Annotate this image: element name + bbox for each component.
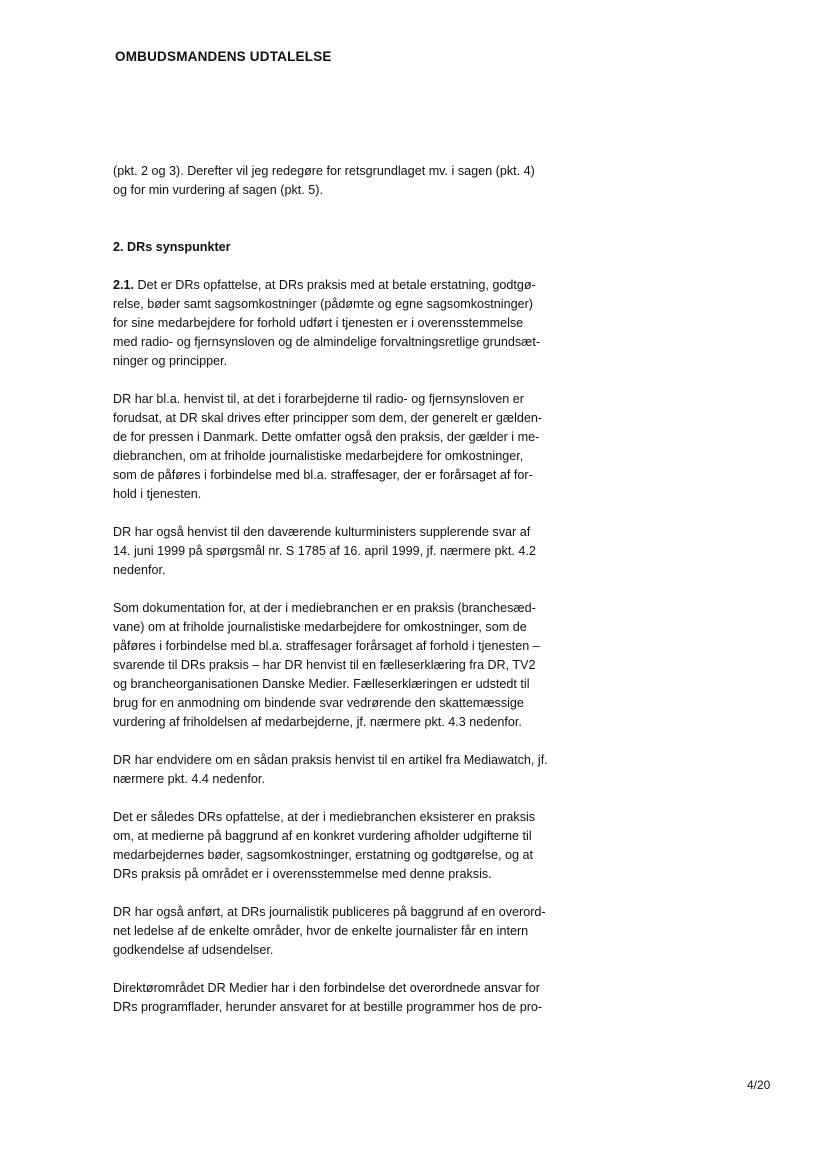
paragraph-2-1-text: Det er DRs opfattelse, at DRs praksis med at betale erstatning, godtgø- relse, bøder samt sagsomkostninger (pådømte og egne sagsomkostninger) for sine medarbejdere for forhold udført i tjenesten er i overensstemmelse med radio- og fjernsynsloven og de almindelige forvaltningsretlige grundsæt- ninger og principper. bbox=[113, 278, 541, 368]
paragraph-2-1 bbox=[113, 276, 575, 371]
paragraph-body: DR har også anført, at DRs journalistik publiceres på baggrund af en overord- net ledelse af de enkelte områder, hvor de enkelte journalister får en intern godkendelse af udsendelser. bbox=[113, 905, 546, 957]
paragraph-body: Som dokumentation for, at der i mediebranchen er en praksis (branchesæd- vane) om at friholde journalistiske medarbejdere for omkostninger, som de påføres i forbindelse med bl.a. straffesager forårsaget af forhold i tjenesten – svarende til DRs praksis – har DR henvist til en fælleserklæring fra DR, TV2 og brancheorganisationen Danske Medier. Fælleserklæringen er udstedt til brug for en anmodning om bindende svar vedrørende den skattemæssige vurdering af friholdelsen af medarbejderne, jf. nærmere pkt. 4.3 nedenfor. bbox=[113, 601, 540, 729]
document-body bbox=[113, 162, 575, 1036]
paragraph-body: Det er således DRs opfattelse, at der i mediebranchen eksisterer en praksis om, at medierne på baggrund af en konkret vurdering afholder udgifterne til medarbejdernes bøder, sagsomkostninger, erstatning og godtgørelse, og at DRs praksis på området er i overensstemmelse med denne praksis. bbox=[113, 810, 536, 881]
paragraph-intro-continuation: (pkt. 2 og 3). Derefter vil jeg redegøre for retsgrundlaget mv. i sagen (pkt. 4) og for min vurdering af sagen (pkt. 5). bbox=[113, 164, 535, 197]
page-number: 4/20 bbox=[747, 1078, 771, 1092]
section-heading: 2. DRs synspunkter bbox=[113, 240, 231, 254]
paragraph-body: DR har også henvist til den daværende kulturministers supplerende svar af 14. juni 1999 på spørgsmål nr. S 1785 af 16. april 1999, jf. nærmere pkt. 4.2 nedenfor. bbox=[113, 525, 536, 577]
paragraph-body: Direktørområdet DR Medier har i den forbindelse det overordnede ansvar for DRs programflader, herunder ansvaret for at bestille programmer hos de pro- bbox=[113, 981, 543, 1014]
document-header-title: OMBUDSMANDENS UDTALELSE bbox=[115, 49, 332, 64]
paragraph-body: DR har endvidere om en sådan praksis henvist til en artikel fra Mediawatch, jf. nærmere pkt. 4.4 nedenfor. bbox=[113, 753, 548, 786]
paragraph-body: DR har bl.a. henvist til, at det i forarbejderne til radio- og fjernsynsloven er forudsat, at DR skal drives efter principper som dem, der generelt er gælden- de for pressen i Danmark. Dette omfatter også den praksis, der gælder i me- diebranchen, om at friholde journalistiske medarbejdere for omkostninger, som de påføres i forbindelse med bl.a. straffesager, der er forårsaget af for- hold i tjenesten. bbox=[113, 392, 543, 501]
paragraph-number-label: 2.1. bbox=[113, 278, 135, 292]
